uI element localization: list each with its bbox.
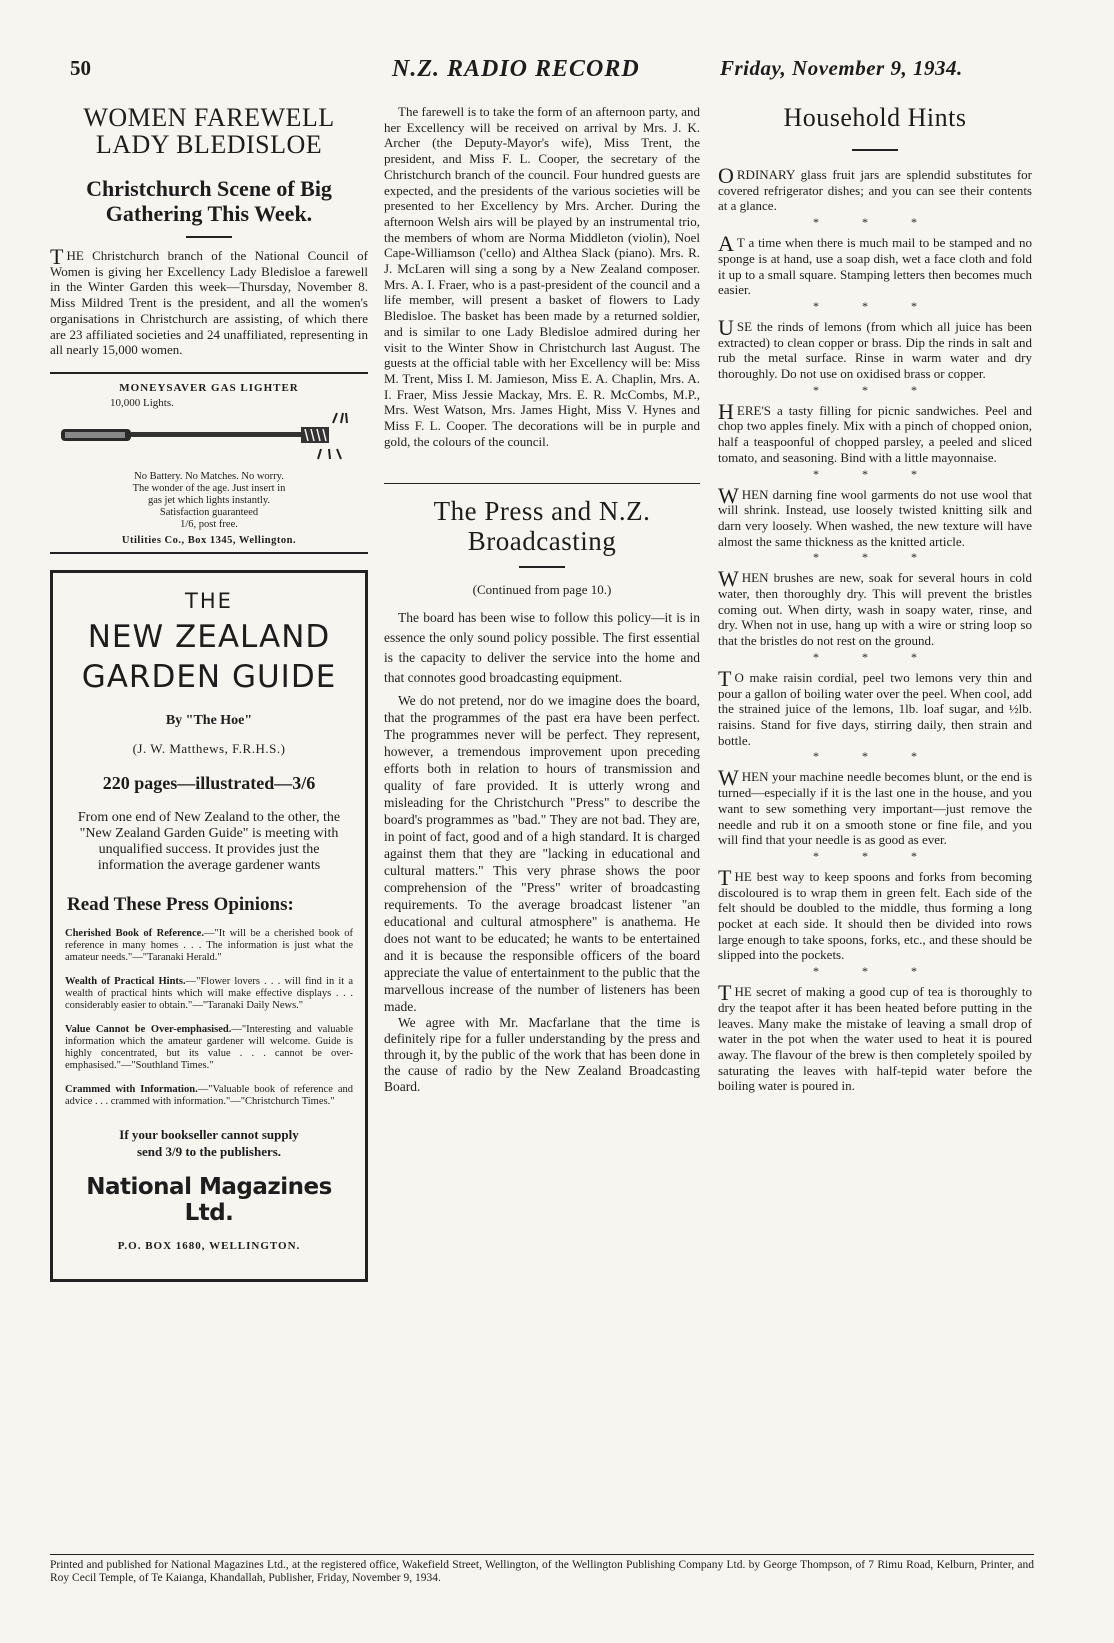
publisher-imprint: Printed and published for National Magazines Ltd., at the registered office, Wakefield Street, Wellington, of the Wellington Publishing Company Ltd. by George Thompson, of 7 Rimu Road, Kelburn, Printer, and Roy Cecil Temple, of Te Kaianga, Khandallah, Publisher, Friday, November 9, 1934. <box>50 1554 1034 1585</box>
ad-author: (J. W. Matthews, F.R.H.S.) <box>132 740 286 756</box>
separator: * * * <box>813 550 937 565</box>
ad-line: No Battery. No Matches. No worry. <box>134 470 284 482</box>
ad-price: 220 pages—illustrated—3/6 <box>102 772 316 793</box>
column-left <box>50 104 368 1282</box>
divider <box>852 149 898 151</box>
hint-item: WHEN darning fine wool garments do not use wool that will shrink. Instead, use loosely twisted knitting silk and darn very loosely. When washed, the new texture will have almost the same thickness as the knitted article. <box>718 482 1032 549</box>
masthead <box>66 56 1006 88</box>
column-middle <box>384 104 700 1095</box>
article-paragraph: THE Christchurch branch of the National Council of Women is giving her Excellency Lady Bledisloe a farewell in the Winter Garden this week—Thursday, November 8. Miss Mildred Trent is the president, and all the women's organisations in Christchurch are assisting, of which there are 23 affiliated societies and 24 unaffiliated, representing in all nearly 15,000 women. <box>50 244 368 358</box>
hint-item: USE the rinds of lemons (from which all juice has been extracted) to clean copper or brass. Dip the rinds in salt and rub the metal surface. Rinse in warm water and dry thoroughly. Do not use on oxidised brass or copper. <box>718 314 1032 382</box>
opinions-list <box>65 928 353 1108</box>
hint-item: A T a time when there is much mail to be stamped and no sponge is at hand, use a soap dish, wet a face cloth and fold it up to a small square. Stamping letters then becomes much easier. <box>718 231 1032 298</box>
hint-item: T O make raisin cordial, peel two lemons very thin and pour a gallon of boiling water over the peel. When cool, add the strained juice of the lemons, 1lb. loaf sugar, and ½lb. raisins. Stand for five days, stirring daily, then strain and bottle. <box>718 665 1032 748</box>
ad-byline: By "The Hoe" <box>165 712 253 728</box>
separator: * * * <box>813 466 937 481</box>
article-paragraph: We agree with Mr. Macfarlane that the time is definitely ripe for a fuller understanding by the press and through it, by the public of the work that has been done in the cause of radio by the New Zealand Broadcasting Board. <box>384 1015 700 1095</box>
drop-cap: T <box>50 244 64 269</box>
garden-guide-ad <box>50 570 368 1282</box>
publisher-name: National Magazines Ltd. <box>86 1173 332 1226</box>
ad-line: Satisfaction guaranteed <box>159 506 259 518</box>
ad-title: NEW ZEALAND GARDEN GUIDE <box>81 618 337 695</box>
ad-subheading: 10,000 Lights. <box>110 396 174 409</box>
press-opinion: Wealth of Practical Hints.—"Flower lovers . . . will find in it a wealth of practical hints which will make effective displays . . . considerably easier to obtain."—"Taranaki Daily News." <box>65 975 353 1011</box>
separator: * * * <box>813 649 937 664</box>
separator: * * * <box>813 382 937 397</box>
ad-line: gas jet which lights instantly. <box>147 494 271 506</box>
gas-lighter-ad <box>50 372 368 554</box>
publication-title: N.Z. RADIO RECORD <box>392 56 640 82</box>
divider <box>186 236 232 238</box>
separator: * * * <box>813 964 937 979</box>
divider <box>384 483 700 484</box>
article-subhead: Christchurch Scene of Big Gathering This Week. <box>86 176 332 226</box>
ad-the: THE <box>185 588 233 613</box>
ad-address: Utilities Co., Box 1345, Wellington. <box>121 534 297 546</box>
separator: * * * <box>813 298 937 313</box>
article-paragraph: The board has been wise to follow this policy—it is in essence the only sound policy possible. The first essential is the capacity to deliver the service into the home and that connotes good broadcasting equipment. <box>384 610 700 686</box>
hint-item: WHEN brushes are new, soak for several hours in cold water, then thoroughly dry. This will prevent the bristles coming out. When dirty, wash in soapy water, rinse, and dry. When not in use, hang up with a wire or string loop so that the bristles do not rest on the ground. <box>718 566 1032 649</box>
lighter-icon <box>59 409 359 471</box>
headline-line: WOMEN FAREWELL <box>83 103 335 132</box>
article-paragraph: The farewell is to take the form of an afternoon party, and her Excellency will be received on arrival by Mrs. J. K. Archer (the Deputy-Mayor's wife), Miss Trent, the president, and Miss F. L. Cooper, the secretary of the Christchurch branch of the council. Four hundred guests are expected, and the presidents of the various societies will be presented to her Excellency by Mrs. Archer. During the afternoon Welsh airs will be played by an instrumental trio, the members of whom are Norma Middleton (violin), Noel Cape-Williamson ('cello) and Althea Slack (piano). Mrs. R. J. McLaren will sing a song by a New Zealand composer. Mrs. A. I. Fraer, who is a past-president of the council and a life member, will present a basket of flowers to Lady Bledisloe. The basket has been made by a returned soldier, and is similar to one Lady Bledisloe admired during her visit to the Winter Show in Christchurch last August. The guests at the official table with her Excellency will be: Miss M. Trent, Miss I. M. Jamieson, Miss E. A. Chaplin, Mrs. A. I. Fraer, Miss Jessie Mackay, Mrs. E. R. McCombs, M.P., Mrs. West Watson, Mrs. James Hight, Miss V. Hynes and Miss F. L. Cooper. The decorations will be in purple and gold, the colours of the council. <box>384 104 700 449</box>
column-right <box>718 104 1032 1094</box>
ad-line: The wonder of the age. Just insert in <box>132 482 286 494</box>
ad-order-note: If your bookseller cannot supply send 3/9 to the publishers. <box>119 1126 299 1159</box>
separator: * * * <box>813 215 937 230</box>
gas-lighter-illustration <box>56 409 362 471</box>
publisher-address: P.O. BOX 1680, WELLINGTON. <box>117 1239 301 1252</box>
article-headline <box>50 104 368 158</box>
article-headline: The Press and N.Z. Broadcasting <box>433 496 651 557</box>
hint-item: WHEN your machine needle becomes blunt, or the end is turned—especially if it is the last one in the house, and you want to sew something very important—just remove the needle and rub it on a smooth stone or fine file, and you will find that your needle is as good as ever. <box>718 765 1032 848</box>
continued-note: (Continued from page 10.) <box>472 582 612 598</box>
separator: * * * <box>813 749 937 764</box>
article-paragraph: We do not pretend, nor do we imagine does the board, that the programmes of the past era have been perfect. The programmes never will be perfect. They represent, however, a tremendous improvement upon preceding efforts both in relation to hours of transmission and quality of fare provided. It is utterly wrong and misleading for the Christchurch "Press" to describe the board's programmes as "bad." They are not bad. They are, in point of fact, good and of a high standard. It is charged against them that they are "lacking in educational and cultural matters." This very phrase shows the poor comprehension of the "Press" writer of broadcasting requirements. To the average broadcast listener "an educational and cultural atmosphere" is anathema. He does not want to be educated; he wants to be entertained and it is because the responsible officers of the board appreciate the value of entertainment to the public that the marvellous increase of the number of listeners has been made. <box>384 693 700 1015</box>
separator: * * * <box>813 848 937 863</box>
hint-item: HERE'S a tasty filling for picnic sandwiches. Peel and chop two apples finely. Mix with a pinch of chopped onion, half a teaspoonful of chopped parsley, a peeled and sliced tomato, and seasoning. Bind with a little mayonnaise. <box>718 398 1032 465</box>
hint-item: THE best way to keep spoons and forks from becoming discoloured is to wrap them in green felt. Each side of the felt should be doubled to the middle, thus forming a long pocket at each side. It should then be divided into rows large enough to take spoons, forks, etc., and these should be slipped into the pockets. <box>718 864 1032 963</box>
headline-line: LADY BLEDISLOE <box>95 130 323 159</box>
opinions-heading: Read These Press Opinions: <box>67 893 294 915</box>
ad-price: 1/6, post free. <box>180 518 238 530</box>
hint-item: ORDINARY glass fruit jars are splendid substitutes for covered refrigerator dishes; and you can see their contents at a glance. <box>718 163 1032 214</box>
page-number: 50 <box>70 56 91 80</box>
issue-date: Friday, November 9, 1934. <box>720 56 963 80</box>
ad-intro: From one end of New Zealand to the other, the "New Zealand Garden Guide" is meeting with unqualified success. It provides just the information the average gardener wants <box>77 809 341 873</box>
press-opinion: Value Cannot be Over-emphasised.—"Interesting and valuable information which the amateur gardener will welcome. Guide is highly concentrated, but its value . . . cannot be over-emphasised."—"Southland Times." <box>65 1023 353 1071</box>
hints-headline: Household Hints <box>783 103 967 132</box>
divider <box>519 566 565 568</box>
hint-item: THE secret of making a good cup of tea is thoroughly to dry the teapot after it has been heated before putting in the leaves. Many make the mistake of leaving a small drop of water in the pot when the water used to heat it is poured away. The flavour of the brew is then completely spoiled by saturating the leaves with half-tepid water before the boiling water is poured in. <box>718 980 1032 1094</box>
press-opinion: Crammed with Information.—"Valuable book of reference and advice . . . crammed with information."—"Christchurch Times." <box>65 1083 353 1107</box>
ad-heading: MONEYSAVER GAS LIGHTER <box>119 381 299 394</box>
press-opinion: Cherished Book of Reference.—"It will be a cherished book of reference in many homes . . . The information is just what the amateur needs."—"Taranaki Herald." <box>65 927 353 963</box>
